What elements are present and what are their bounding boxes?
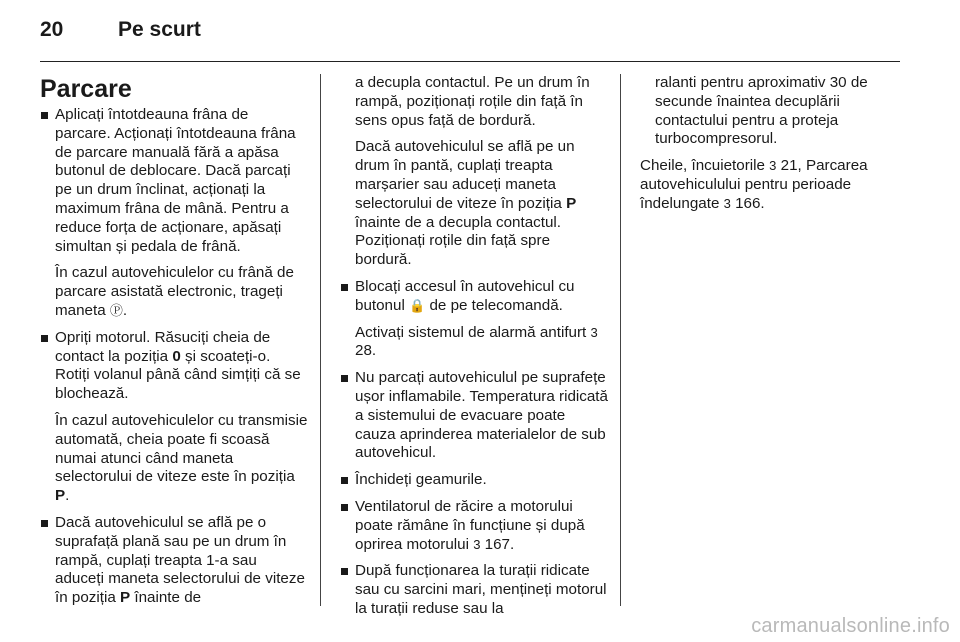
bullet-lock-vehicle xyxy=(340,278,608,316)
paragraph-text: și scoateți-o. Rotiți volanul până când simțiți că se blochează. xyxy=(55,347,301,403)
paragraph-text: Dacă autovehiculul se află pe o suprafață plană sau pe un drum în rampă, cuplați treapta 1-a sau aduceți maneta selectorului de viteze în poziția xyxy=(55,513,305,607)
paragraph-text: După funcționarea la turații ridicate sau cu sarcini mari, mențineți motorul la turații reduse sau la xyxy=(355,562,607,617)
watermark: carmanualsonline.info xyxy=(751,615,950,637)
section-title: Parcare xyxy=(40,75,132,103)
continued-paragraph xyxy=(340,74,608,130)
paragraph-text: Închideți geamurile. xyxy=(355,471,487,489)
position-label: P xyxy=(120,589,131,607)
bullet-windows xyxy=(340,471,608,490)
chapter-title: Pe scurt xyxy=(118,18,201,41)
paragraph-text: Nu parcați autovehiculul pe suprafețe ușor inflamabile. Temperatura ridicată a sistemului de evacuare poate cauza aprinderea materialelor de sub autovehicul. xyxy=(355,369,608,462)
sub-paragraph-downhill xyxy=(340,138,608,270)
page-number: 20 xyxy=(40,18,64,41)
continued-paragraph xyxy=(640,74,902,149)
sub-paragraph-alarm xyxy=(340,324,608,362)
column-1 xyxy=(40,74,308,608)
page-reference-icon: 3 xyxy=(723,195,731,211)
bullet-engine-off xyxy=(40,329,308,404)
position-label: P xyxy=(55,487,66,505)
bullet-high-revs xyxy=(340,562,608,618)
paragraph-text: . xyxy=(122,301,128,319)
paragraph-text: Dacă autovehiculul se află pe un drum în pantă, cuplați treapta marșarier sau aduceți maneta selectorului de viteze în poziția xyxy=(355,138,575,212)
paragraph-text: Aplicați întotdeauna frâna de parcare. Acționați întotdeauna frâna de parcare manuală fără a apăsa butonul de deblocare. Dacă parcați pe un drum înclinat, acționați la maximum frâna de mână. Pentru a reduce forța de acționare, apăsați simultan și pedala de frână. xyxy=(55,106,296,255)
position-label: 0 xyxy=(172,347,181,365)
bullet-cooling-fan xyxy=(340,498,608,554)
bullet-level-surface xyxy=(40,514,308,608)
paragraph-text: a decupla contactul. Pe un drum în rampă, poziționați roțile din față în sens opus față de bordură. xyxy=(355,74,590,129)
page-reference-icon: 3 xyxy=(769,158,777,174)
paragraph-text: Opriți motorul. Răsuciți cheia de contact la poziția xyxy=(55,328,271,365)
parking-brake-icon: Ⓟ xyxy=(109,302,123,318)
paragraph-text: În cazul autovehiculelor cu frână de parcare asistată electronic, trageți maneta xyxy=(55,264,294,319)
paragraph-text: Cheile, încuietorile xyxy=(640,157,770,175)
column-divider-1 xyxy=(320,74,321,606)
column-2 xyxy=(340,74,608,619)
page-reference-icon: 3 xyxy=(590,324,598,340)
paragraph-text: 28. xyxy=(355,342,377,360)
header-rule xyxy=(40,61,900,62)
cross-references xyxy=(640,157,902,213)
page-reference-icon: 3 xyxy=(473,536,481,552)
sub-paragraph-automatic xyxy=(40,412,308,506)
bullet-flammable xyxy=(340,369,608,463)
paragraph-text: ralanti pentru aproximativ 30 de secunde înaintea decuplării contactului pentru a proteja turbocompresorul. xyxy=(655,74,868,148)
lock-icon: 🔒 xyxy=(409,297,426,313)
paragraph-text: de pe telecomandă. xyxy=(425,296,563,314)
paragraph-text: Blocați accesul în autovehicul cu butonul xyxy=(355,277,575,314)
paragraph-text: În cazul autovehiculelor cu transmisie automată, cheia poate fi scoasă numai atunci când maneta selectorului de viteze este în poziția xyxy=(55,411,308,486)
sub-paragraph-electric-brake xyxy=(40,264,308,320)
paragraph-text: 167. xyxy=(480,535,515,553)
column-divider-2 xyxy=(620,74,621,606)
bullet-parking-brake xyxy=(40,106,308,256)
paragraph-text: Activați sistemul de alarmă antifurt xyxy=(355,323,591,341)
paragraph-text: . xyxy=(65,487,70,505)
column-3 xyxy=(640,74,902,222)
position-label: P xyxy=(566,194,577,212)
paragraph-text: înainte de a decupla contactul. Poziționați roțile din față spre bordură. xyxy=(355,213,562,269)
paragraph-text: 166. xyxy=(730,194,765,212)
paragraph-text: înainte de xyxy=(130,589,202,607)
paragraph-text: Ventilatorul de răcire a motorului poate rămâne în funcțiune și după oprirea motorului xyxy=(355,497,585,553)
paragraph-text: 21, Parcarea autovehiculului pentru perioade îndelungate xyxy=(640,157,868,212)
